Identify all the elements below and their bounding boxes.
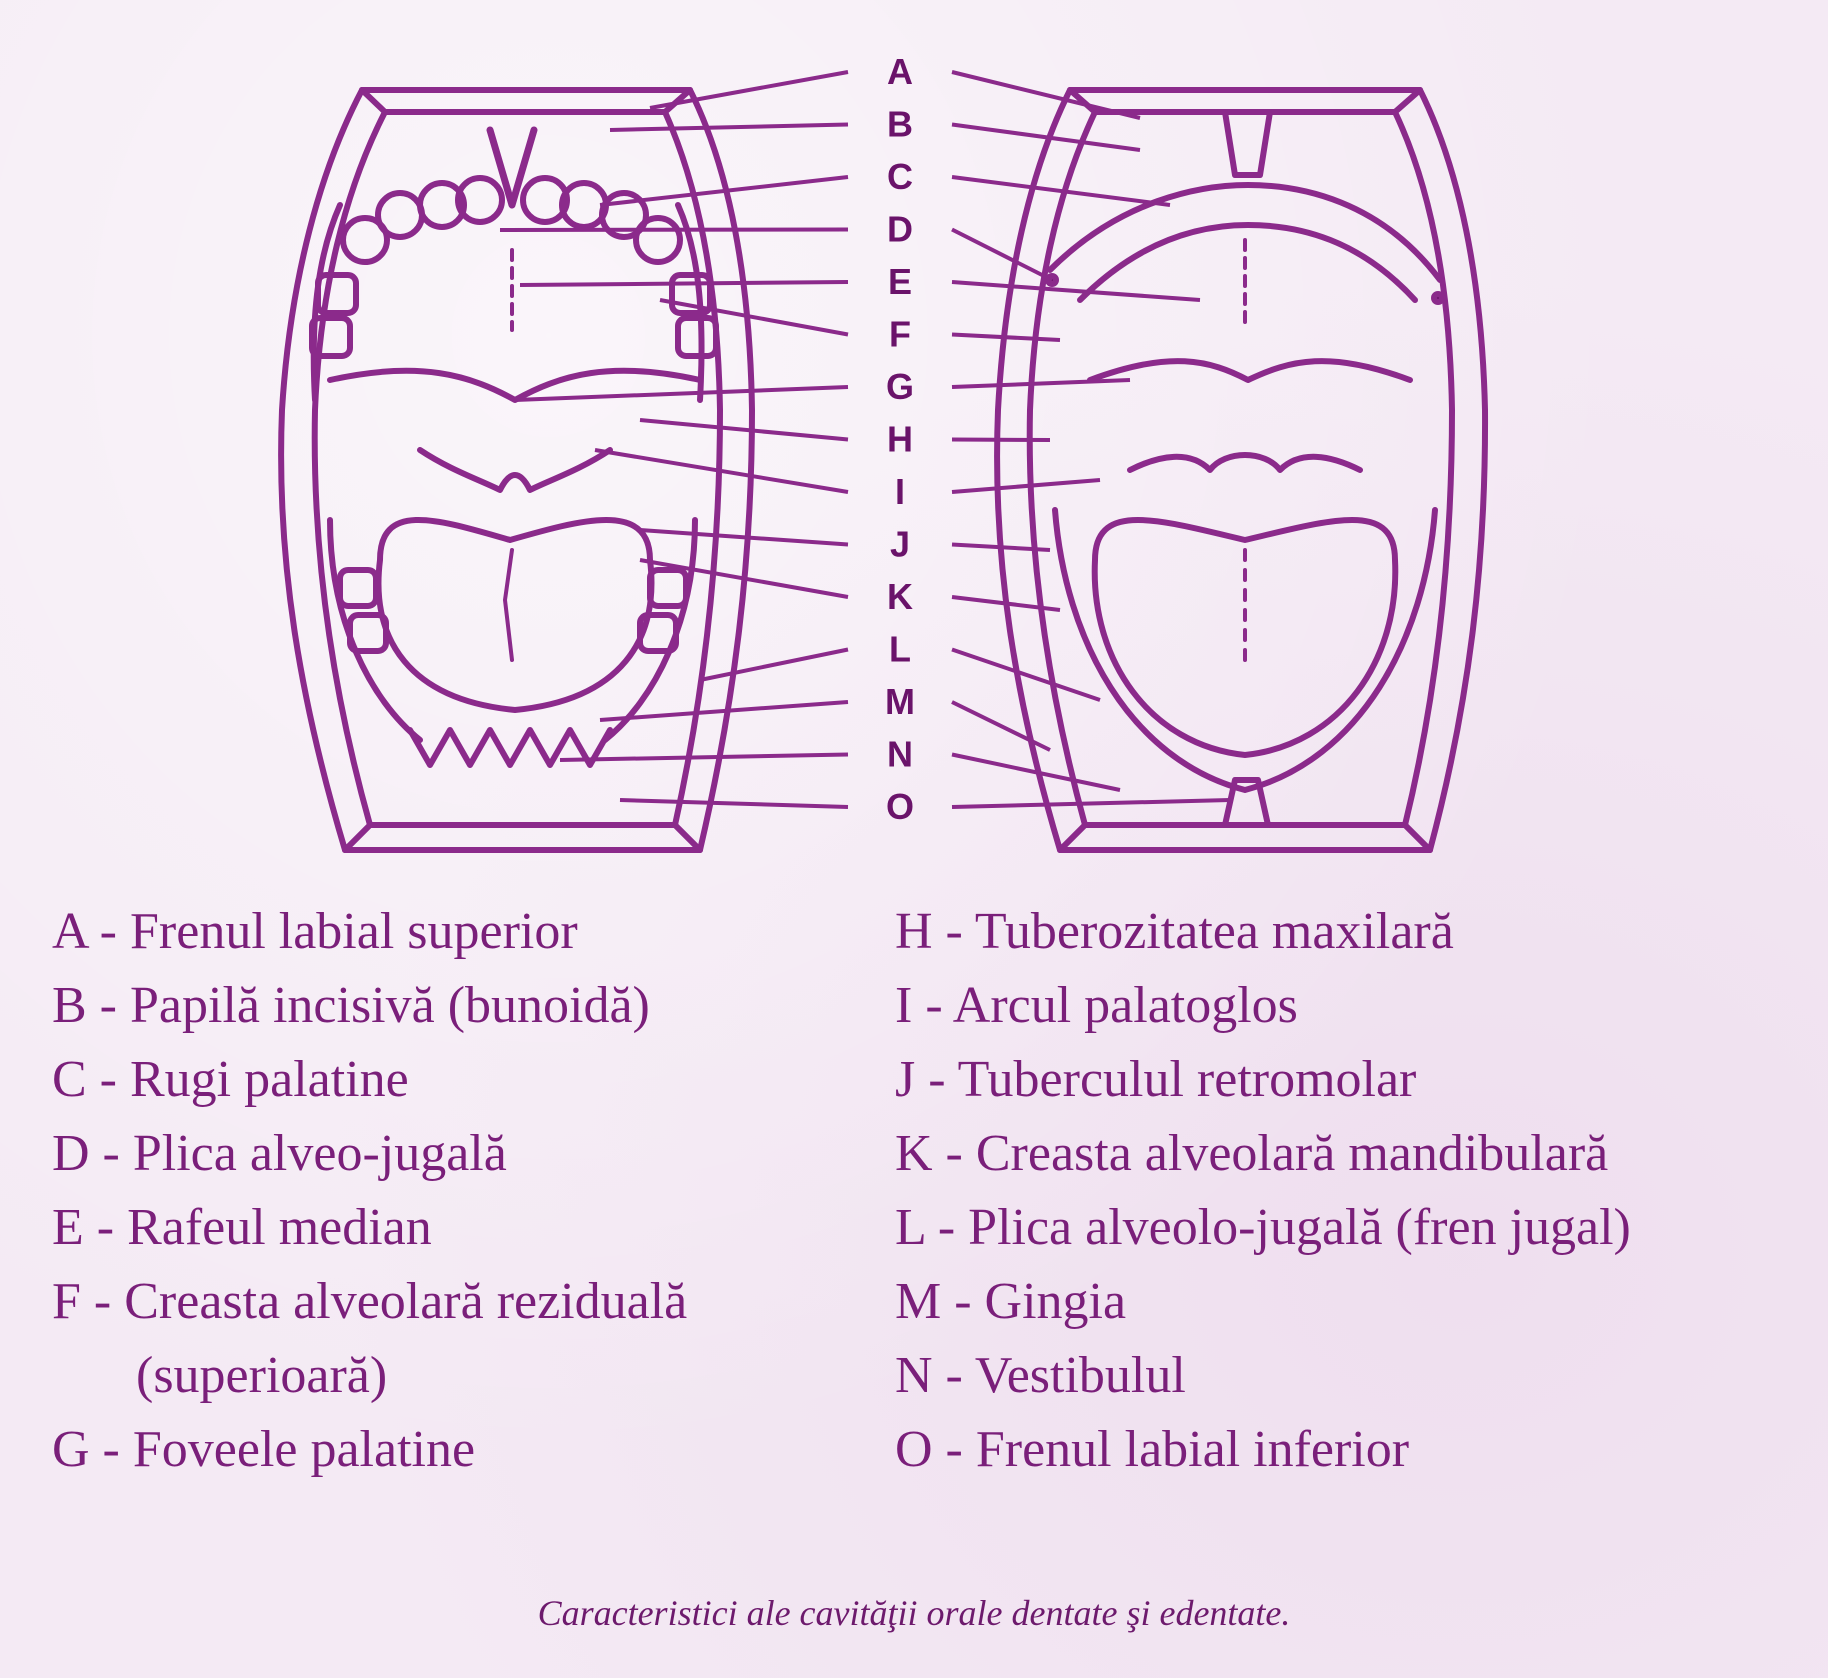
legend-item-D: D - Plica alveo-jugală	[52, 1125, 507, 1182]
label-letter-F: F	[889, 313, 911, 355]
leader-right-A	[952, 72, 1140, 118]
figure-caption: Caracteristici ale cavităţii orale dentate şi edentate.	[537, 1593, 1291, 1633]
legend-item-I: I - Arcul palatoglos	[895, 977, 1298, 1034]
leader-left-J	[640, 530, 848, 545]
leader-left-O	[620, 800, 848, 807]
leader-right-E	[952, 282, 1200, 300]
leader-right-L	[952, 650, 1100, 701]
legend-item-E: E - Rafeul median	[52, 1199, 432, 1256]
leader-right-O	[952, 800, 1230, 807]
legend-item-N: N - Vestibulul	[895, 1347, 1186, 1404]
label-letter-O: O	[885, 786, 915, 827]
label-letters	[885, 51, 915, 827]
label-letter-N: N	[887, 733, 913, 775]
legend-item-O: O - Frenul labial inferior	[895, 1421, 1410, 1478]
label-letter-K: K	[887, 576, 913, 617]
leader-right-D	[952, 230, 1052, 281]
leader-left-L	[700, 650, 848, 681]
label-letter-C: C	[887, 156, 913, 197]
edentate-mouth-drawing	[997, 90, 1485, 850]
leader-right-G	[952, 380, 1130, 387]
label-letter-L: L	[889, 628, 911, 670]
legend-item-C: C - Rugi palatine	[52, 1051, 409, 1108]
label-letter-I: I	[894, 471, 906, 512]
legend-item-G: G - Foveele palatine	[52, 1421, 476, 1478]
label-letter-H: H	[887, 418, 913, 460]
legend-item-H: H - Tuberozitatea maxilară	[895, 903, 1454, 960]
label-letter-G: G	[885, 366, 915, 407]
legend-item-L: L - Plica alveolo-jugală (fren jugal)	[895, 1199, 1631, 1256]
legend-item-K: K - Creasta alveolară mandibulară	[895, 1125, 1609, 1182]
leader-right-M	[952, 702, 1050, 750]
label-letter-D: D	[887, 208, 913, 250]
leader-left-E	[520, 282, 848, 285]
label-letter-A: A	[887, 51, 913, 92]
leader-right-I	[952, 480, 1100, 492]
legend-item-F-continued: (superioară)	[136, 1347, 388, 1404]
leader-left-N	[560, 755, 848, 761]
legend-item-J: J - Tuberculul retromolar	[895, 1051, 1417, 1108]
legend-item-F: F - Creasta alveolară reziduală	[52, 1273, 688, 1330]
leader-left-H	[640, 420, 848, 440]
label-letter-M: M	[885, 681, 915, 722]
leader-right-H	[952, 440, 1050, 441]
leader-right-F	[952, 335, 1060, 341]
label-letter-E: E	[887, 261, 913, 302]
label-letter-J: J	[889, 523, 911, 565]
dentate-mouth-drawing	[281, 90, 752, 850]
legend-right	[895, 895, 1795, 1487]
legend-item-B: B - Papilă incisivă (bunoidă)	[52, 977, 650, 1034]
legend-left	[52, 895, 872, 1487]
leader-lines	[500, 72, 1230, 807]
leader-left-G	[515, 387, 848, 400]
leader-left-D	[500, 230, 848, 231]
legend-item-M: M - Gingia	[895, 1273, 1127, 1330]
legend-item-A: A - Frenul labial superior	[52, 903, 578, 960]
label-letter-B: B	[887, 103, 913, 145]
leader-left-B	[610, 125, 848, 131]
